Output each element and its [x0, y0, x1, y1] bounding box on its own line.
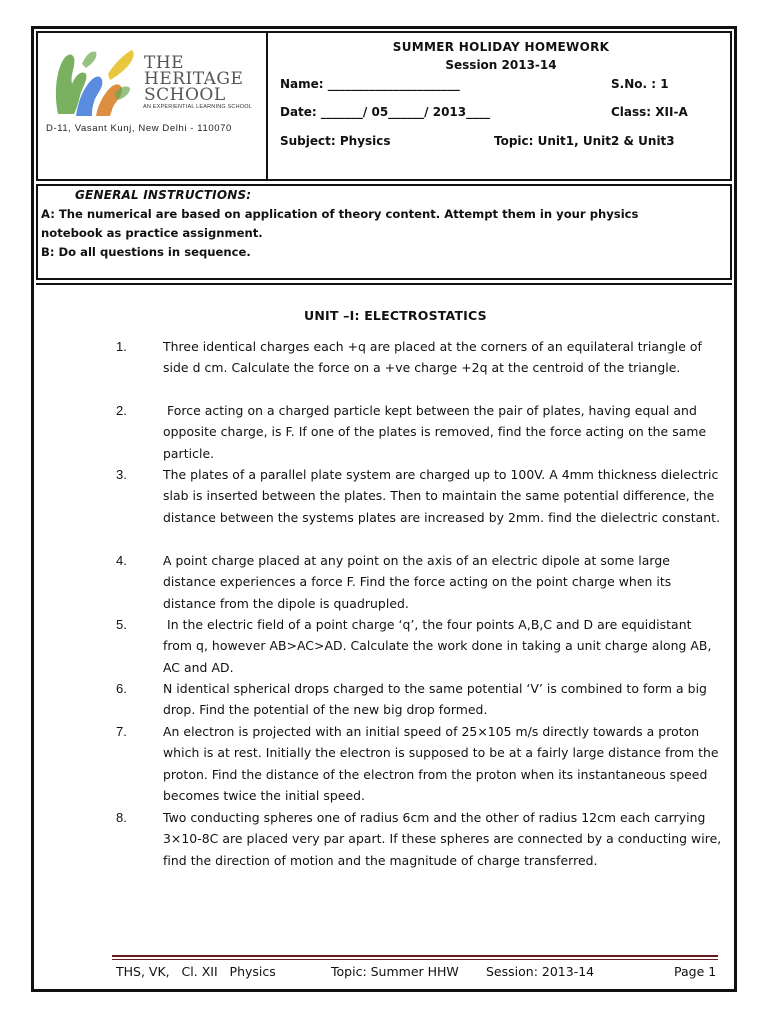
school-address: D-11, Vasant Kunj, New Delhi - 110070	[46, 123, 232, 134]
question-text: The plates of a parallel plate system are charged up to 100V. A 4mm thickness dielectric slab is inserted between the plates. Then to maintain the same potential difference, the distance between the systems plates are increased by 2mm. find the dielectric constant.	[163, 467, 721, 525]
question-text: Force acting on a charged particle kept between the pair of plates, having equal and opposite charge, is F. If one of the plates is removed, find the force acting on the same particle.	[163, 403, 707, 461]
question-number: 4.	[116, 553, 127, 568]
school-tagline: AN EXPERIENTIAL LEARNING SCHOOL	[143, 104, 252, 110]
question-number: 8.	[116, 810, 127, 825]
date-field: Date: _______/ 05______/ 2013____	[280, 105, 491, 119]
question-number: 7.	[116, 724, 127, 739]
question-text: In the electric field of a point charge ‘q’, the four points A,B,C and D are equidistant from q, however AB>AC>AD. Calculate the work done in taking a unit charge along AB, AC and AD.	[163, 617, 712, 675]
instruction-line-2: notebook as practice assignment.	[41, 226, 263, 240]
school-name	[144, 55, 243, 103]
question-text: Two conducting spheres one of radius 6cm and the other of radius 12cm each carrying 3×10-8C are placed very par apart. If these spheres are connected by a conducting wire, find the direction of motion and the magnitude of charge transferred.	[163, 810, 722, 868]
footer-page-number: Page 1	[674, 964, 717, 979]
footer-rule-thin	[112, 959, 718, 960]
footer-session: Session: 2013-14	[486, 964, 595, 979]
question-text: A point charge placed at any point on the axis of an electric dipole at some large distance experiences a force F. Find the force acting on the point charge when its distance from the dipole is quadrupled.	[163, 553, 672, 611]
subject-label: Subject: Physics	[280, 134, 391, 148]
unit-title: UNIT –I: ELECTROSTATICS	[304, 308, 487, 323]
session-label: Session 2013-14	[445, 58, 557, 72]
class-label: Class: XII-A	[611, 105, 688, 119]
question-number: 1.	[116, 339, 127, 354]
school-logo-icon	[52, 44, 138, 118]
question-number: 3.	[116, 467, 127, 482]
question-number: 2.	[116, 403, 127, 418]
footer-rule	[112, 955, 718, 957]
instruction-line-3: B: Do all questions in sequence.	[41, 245, 251, 259]
question-number: 5.	[116, 617, 127, 632]
question-text: N identical spherical drops charged to the same potential ‘V’ is combined to form a big drop. Find the potential of the new big drop formed.	[163, 681, 707, 718]
footer-school-class: THS, VK, Cl. XII Physics	[116, 964, 276, 979]
instructions-heading: GENERAL INSTRUCTIONS:	[75, 188, 252, 202]
school-name-line2: HERITAGE	[144, 69, 244, 89]
school-name-line3: SCHOOL	[144, 85, 226, 105]
school-name-line1: THE	[144, 53, 185, 73]
question-number: 6.	[116, 681, 127, 696]
homework-title: SUMMER HOLIDAY HOMEWORK	[392, 40, 610, 54]
topic-label: Topic: Unit1, Unit2 & Unit3	[494, 134, 675, 148]
serial-number: S.No. : 1	[611, 77, 669, 91]
footer-topic: Topic: Summer HHW	[331, 964, 459, 979]
question-text: An electron is projected with an initial speed of 25×105 m/s directly towards a proton which is at rest. Initially the electron is supposed to be at a fairly large distance from the proton. Find the distance of the electron from the proton when its instantaneous speed becomes twice the initial speed.	[163, 724, 719, 804]
name-field: Name: ______________________	[280, 77, 460, 91]
instruction-line-1: A: The numerical are based on application of theory content. Attempt them in your physics	[41, 207, 639, 221]
question-text: Three identical charges each +q are placed at the corners of an equilateral triangle of side d cm. Calculate the force on a +ve charge +2q at the centroid of the triangle.	[163, 339, 702, 376]
